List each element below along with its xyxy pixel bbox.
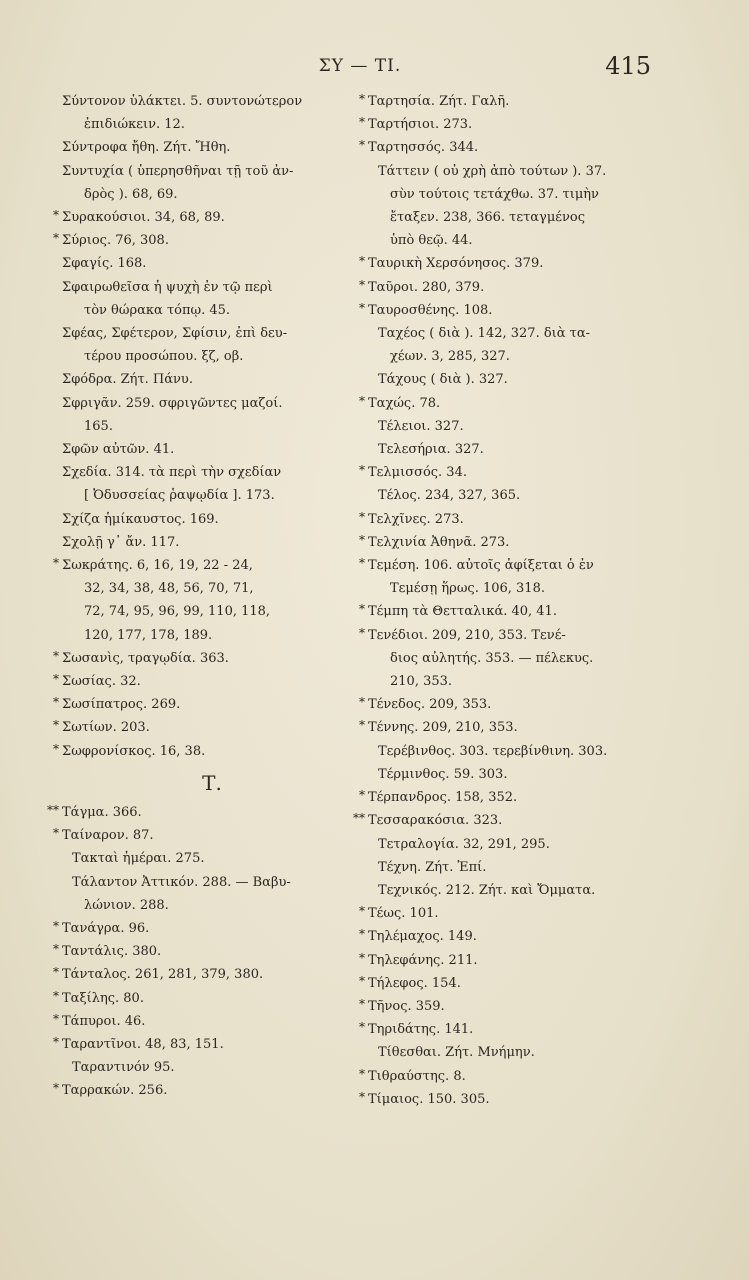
index-entry	[62, 322, 362, 368]
entry-headword-line: Τελμισσός. 34.	[368, 465, 467, 481]
asterisk-mark: *	[359, 973, 365, 988]
index-entry	[53, 940, 362, 963]
asterisk-mark: *	[359, 1066, 365, 1081]
entry-headword-line: Συντυχία ( ὑπερησθῆναι τῇ τοῦ ἀν-	[62, 163, 294, 179]
index-entry	[62, 90, 362, 136]
entry-headword-line: Ταντάλις. 380.	[62, 944, 162, 960]
entry-continuation-line: διος αὐλητής. 353. — πέλεκυς.	[390, 650, 594, 666]
index-entry	[53, 1033, 362, 1056]
index-entry	[62, 160, 362, 206]
index-entry	[368, 1041, 666, 1064]
index-entry	[368, 763, 666, 786]
index-entry	[359, 113, 666, 136]
index-entries-sigma	[53, 90, 362, 763]
index-entry	[368, 322, 666, 368]
entry-headword-line: Τέως. 101.	[368, 906, 439, 922]
asterisk-mark: *	[359, 927, 365, 942]
asterisk-mark: *	[359, 138, 365, 153]
entry-headword-line: Τελχινία Ἀθηνᾶ. 273.	[368, 534, 510, 550]
entry-headword-line: Τιθραύστης. 8.	[368, 1068, 466, 1084]
entry-headword-line: Τελχῖνες. 273.	[368, 511, 464, 527]
asterisk-mark: *	[53, 695, 59, 710]
entry-headword-line: Τάχους ( διὰ ). 327.	[378, 372, 508, 388]
index-entry	[62, 461, 362, 507]
index-entry	[359, 1088, 666, 1111]
index-entry	[359, 972, 666, 995]
entry-continuation-line: λώνιον. 288.	[84, 897, 169, 913]
entry-headword-line: Τέμπη τὰ Θετταλικά. 40, 41.	[368, 604, 557, 620]
entry-headword-line: Τίθεσθαι. Ζήτ. Μνήμην.	[378, 1045, 535, 1061]
entry-continuation-line: 32, 34, 38, 48, 56, 70, 71,	[84, 581, 254, 597]
asterisk-mark: *	[359, 625, 365, 640]
asterisk-mark: *	[53, 988, 59, 1003]
asterisk-mark: *	[53, 741, 59, 756]
entry-continuation-line: ἔταξεν. 238, 366. τεταγμένος	[390, 210, 586, 226]
index-entry	[62, 508, 362, 531]
entry-headword-line: Τάπυροι. 46.	[62, 1013, 146, 1029]
index-entry	[359, 1065, 666, 1088]
entry-continuation-line: χέων. 3, 285, 327.	[390, 349, 510, 365]
entry-continuation-line: σὺν τούτοις τετάχθω. 37. τιμὴν	[390, 186, 599, 202]
entry-headword-line: Ταρτήσιοι. 273.	[368, 117, 473, 133]
asterisk-mark: *	[53, 918, 59, 933]
index-entry	[359, 1018, 666, 1041]
index-entry	[353, 809, 666, 832]
entry-continuation-line: τὸν θώρακα τόπῳ. 45.	[84, 302, 231, 318]
index-entry	[53, 554, 362, 647]
entry-headword-line: Ταρτησία. Ζήτ. Γαλῆ.	[368, 94, 510, 109]
entry-headword-line: Τεχνικός. 212. Ζήτ. καὶ Ὄμματα.	[378, 882, 596, 898]
index-entry	[62, 438, 362, 461]
index-entry	[53, 987, 362, 1010]
asterisk-mark: *	[53, 1081, 59, 1096]
index-entry	[53, 206, 362, 229]
asterisk-mark: *	[359, 532, 365, 547]
index-entry	[368, 833, 666, 856]
entry-headword-line: Ταξίλης. 80.	[62, 990, 144, 1006]
entry-headword-line: Σωτίων. 203.	[62, 720, 150, 736]
asterisk-mark: *	[53, 965, 59, 980]
index-entry	[368, 484, 666, 507]
index-entry	[359, 995, 666, 1018]
entry-continuation-line: τέρου προσώπου. ξζ, οβ.	[84, 349, 244, 365]
asterisk-mark: *	[53, 556, 59, 571]
entry-headword-line: Σωσανὶς, τραγῳδία. 363.	[62, 650, 229, 666]
index-entry	[53, 693, 362, 716]
index-entry	[368, 438, 666, 461]
entry-headword-line: Σωσίας. 32.	[62, 674, 141, 690]
entry-headword-line: Σχίζα ἡμίκαυστος. 169.	[62, 511, 219, 527]
entry-headword-line: Τάνταλος. 261, 281, 379, 380.	[62, 967, 264, 983]
entry-headword-line: Τετραλογία. 32, 291, 295.	[378, 836, 550, 852]
asterisk-mark: *	[53, 672, 59, 687]
index-entry	[359, 276, 666, 299]
entry-headword-line: Ταχέος ( διὰ ). 142, 327. διὰ τα-	[378, 326, 591, 342]
entry-headword-line: Σωκράτης. 6, 16, 19, 22 - 24,	[62, 558, 253, 574]
asterisk-mark: *	[359, 602, 365, 617]
asterisk-mark: *	[359, 254, 365, 269]
entry-headword-line: Τέρμινθος. 59. 303.	[378, 766, 508, 782]
entry-headword-line: Τανάγρα. 96.	[62, 920, 150, 936]
index-entry	[53, 917, 362, 940]
entry-headword-line: Σχολῇ γ᾽ ἄν. 117.	[62, 534, 180, 550]
entry-headword-line: Σφαγίς. 168.	[62, 256, 147, 272]
entry-headword-line: Σχεδία. 314. τὰ περὶ τὴν σχεδίαν	[62, 465, 282, 481]
asterisk-mark: *	[359, 300, 365, 315]
entry-headword-line: Ταραντινόν 95.	[72, 1060, 175, 1076]
entry-headword-line: Ταχώς. 78.	[368, 395, 441, 411]
entry-headword-line: Συρακούσιοι. 34, 68, 89.	[62, 210, 225, 226]
index-entry	[359, 90, 666, 113]
entry-headword-line: Τάλαντον Ἀττικόν. 288. — Βαβυ-	[72, 874, 291, 890]
entry-headword-line: Τέννης. 209, 210, 353.	[368, 720, 518, 736]
section-letter-tau: Τ.	[202, 770, 222, 795]
index-entry	[53, 824, 362, 847]
entry-headword-line: Τίμαιος. 150. 305.	[368, 1091, 490, 1107]
entry-headword-line: Τενέδιοι. 209, 210, 353. Τενέ-	[368, 627, 566, 643]
index-entry	[359, 693, 666, 716]
entry-headword-line: Σφέας, Σφέτερον, Σφίσιν, ἐπὶ δευ-	[62, 326, 288, 342]
entry-headword-line: Τένεδος. 209, 353.	[368, 697, 492, 713]
entry-headword-line: Τέρπανδρος. 158, 352.	[368, 790, 518, 806]
entry-headword-line: Τάττειν ( οὐ χρὴ ἀπὸ τούτων ). 37.	[378, 163, 607, 179]
index-entry	[359, 925, 666, 948]
asterisk-mark: *	[53, 648, 59, 663]
index-entry	[359, 531, 666, 554]
index-entry	[359, 392, 666, 415]
index-entry	[53, 1010, 362, 1033]
asterisk-mark: *	[359, 996, 365, 1011]
asterisk-mark: *	[359, 509, 365, 524]
asterisk-mark: *	[359, 115, 365, 130]
entry-headword-line: Σωσίπατρος. 269.	[62, 697, 181, 713]
index-entry	[62, 531, 362, 554]
index-entry	[62, 847, 362, 870]
index-entry	[53, 647, 362, 670]
asterisk-mark: *	[359, 695, 365, 710]
entry-continuation-line: 165.	[84, 418, 113, 434]
entry-headword-line: Τέλειοι. 327.	[378, 418, 464, 434]
index-entries-tau	[47, 801, 362, 1103]
index-entry	[359, 786, 666, 809]
index-entry	[368, 879, 666, 902]
index-entry	[62, 368, 362, 391]
entry-headword-line: Τεμέση. 106. αὐτοῖς ἀφίξεται ὁ ἐν	[368, 558, 594, 574]
asterisk-mark: *	[359, 556, 365, 571]
entry-headword-line: Τῆνος. 359.	[368, 998, 445, 1014]
entry-headword-line: Σύριος. 76, 308.	[62, 233, 169, 249]
index-entry	[47, 801, 362, 824]
asterisk-mark: **	[47, 802, 59, 817]
entry-continuation-line: [ Ὀδυσσείας ῥαψῳδία ]. 173.	[84, 488, 275, 504]
entry-headword-line: Ταυρικὴ Χερσόνησος. 379.	[368, 256, 544, 272]
index-entry	[359, 136, 666, 159]
index-entry	[368, 740, 666, 763]
asterisk-mark: *	[53, 942, 59, 957]
asterisk-mark: *	[359, 463, 365, 478]
index-entry	[53, 963, 362, 986]
entry-headword-line: Ταυροσθένης. 108.	[368, 302, 493, 318]
entry-headword-line: Τεσσαρακόσια. 323.	[368, 813, 503, 829]
index-entry	[53, 229, 362, 252]
asterisk-mark: *	[359, 950, 365, 965]
entry-headword-line: Σφριγᾶν. 259. σφριγῶντες μαζοί.	[62, 395, 283, 411]
page-header	[0, 52, 749, 82]
index-entry	[62, 276, 362, 322]
asterisk-mark: *	[359, 277, 365, 292]
index-entry	[359, 554, 666, 600]
entry-continuation-line: 72, 74, 95, 96, 99, 110, 118,	[84, 604, 271, 620]
entry-headword-line: Σφόδρα. Ζήτ. Πάνυ.	[62, 372, 193, 388]
index-entry	[53, 1079, 362, 1102]
asterisk-mark: *	[53, 208, 59, 223]
entry-headword-line: Ταῦροι. 280, 379.	[368, 279, 485, 295]
entry-headword-line: Σύντονον ὑλάκτει. 5. συντονώτερον	[62, 94, 303, 109]
entry-continuation-line: 210, 353.	[390, 674, 453, 690]
entry-headword-line: Τηλέμαχος. 149.	[368, 929, 477, 945]
asterisk-mark: *	[359, 92, 365, 106]
index-entry	[359, 716, 666, 739]
entry-headword-line: Ταραντῖνοι. 48, 83, 151.	[62, 1036, 224, 1052]
entry-headword-line: Σφαιρωθεῖσα ἡ ψυχὴ ἐν τῷ περὶ	[62, 279, 273, 295]
asterisk-mark: *	[53, 231, 59, 246]
asterisk-mark: *	[359, 1020, 365, 1035]
entry-headword-line: Τελεσήρια. 327.	[378, 442, 484, 458]
index-entry	[359, 902, 666, 925]
index-entry	[53, 740, 362, 763]
index-entry	[359, 949, 666, 972]
index-entry	[368, 160, 666, 253]
entry-headword-line: Τάγμα. 366.	[62, 804, 142, 820]
index-entry	[368, 415, 666, 438]
entry-headword-line: Τακταὶ ἡμέραι. 275.	[72, 851, 205, 867]
index-entry	[368, 856, 666, 879]
running-head: ΣΥ — ΤΙ.	[318, 56, 402, 76]
entry-continuation-line: ἐπιδιώκειν. 12.	[84, 117, 185, 133]
entry-headword-line: Σωφρονίσκος. 16, 38.	[62, 743, 206, 759]
entry-continuation-line: δρὸς ). 68, 69.	[84, 186, 178, 202]
index-entry	[62, 1056, 362, 1079]
entry-headword-line: Τηλεφάνης. 211.	[368, 952, 478, 968]
entry-headword-line: Τερέβινθος. 303. τερεβίνθινη. 303.	[378, 743, 608, 759]
asterisk-mark: *	[53, 1034, 59, 1049]
entry-headword-line: Ταρρακών. 256.	[62, 1083, 168, 1099]
index-entry	[368, 368, 666, 391]
asterisk-mark: *	[53, 718, 59, 733]
entry-headword-line: Σφῶν αὐτῶν. 41.	[62, 442, 175, 458]
asterisk-mark: *	[53, 826, 59, 841]
index-entry	[53, 716, 362, 739]
index-column-left	[47, 90, 362, 1103]
index-entry	[359, 299, 666, 322]
index-entries-tau-continued	[353, 90, 666, 1111]
index-entry	[359, 461, 666, 484]
entry-headword-line: Τηριδάτης. 141.	[368, 1022, 474, 1038]
entry-headword-line: Τέχνη. Ζήτ. Ἐπί.	[378, 859, 487, 875]
entry-continuation-line: 120, 177, 178, 189.	[84, 627, 213, 643]
index-entry	[62, 252, 362, 275]
asterisk-mark: *	[359, 904, 365, 919]
asterisk-mark: **	[353, 811, 365, 826]
entry-continuation-line: Τεμέσῃ ἥρως. 106, 318.	[390, 581, 545, 597]
asterisk-mark: *	[359, 788, 365, 803]
entry-headword-line: Ταρτησσός. 344.	[368, 140, 479, 156]
index-entry	[62, 871, 362, 917]
index-column-right	[353, 90, 666, 1111]
entry-headword-line: Τέλος. 234, 327, 365.	[378, 488, 521, 504]
asterisk-mark: *	[359, 1089, 365, 1104]
index-entry	[62, 392, 362, 438]
index-entry	[62, 136, 362, 159]
index-entry	[359, 600, 666, 623]
entry-headword-line: Ταίναρον. 87.	[62, 828, 154, 844]
index-entry	[53, 670, 362, 693]
entry-headword-line: Σύντροφα ἤθη. Ζήτ. Ἤθη.	[62, 140, 231, 156]
asterisk-mark: *	[359, 718, 365, 733]
entry-continuation-line: ὑπὸ θεῷ. 44.	[390, 233, 473, 249]
asterisk-mark: *	[53, 1011, 59, 1026]
index-entry	[359, 252, 666, 275]
page-number: 415	[605, 52, 651, 80]
index-entry	[359, 508, 666, 531]
asterisk-mark: *	[359, 393, 365, 408]
index-entry	[359, 624, 666, 694]
entry-headword-line: Τήλεφος. 154.	[368, 975, 461, 991]
